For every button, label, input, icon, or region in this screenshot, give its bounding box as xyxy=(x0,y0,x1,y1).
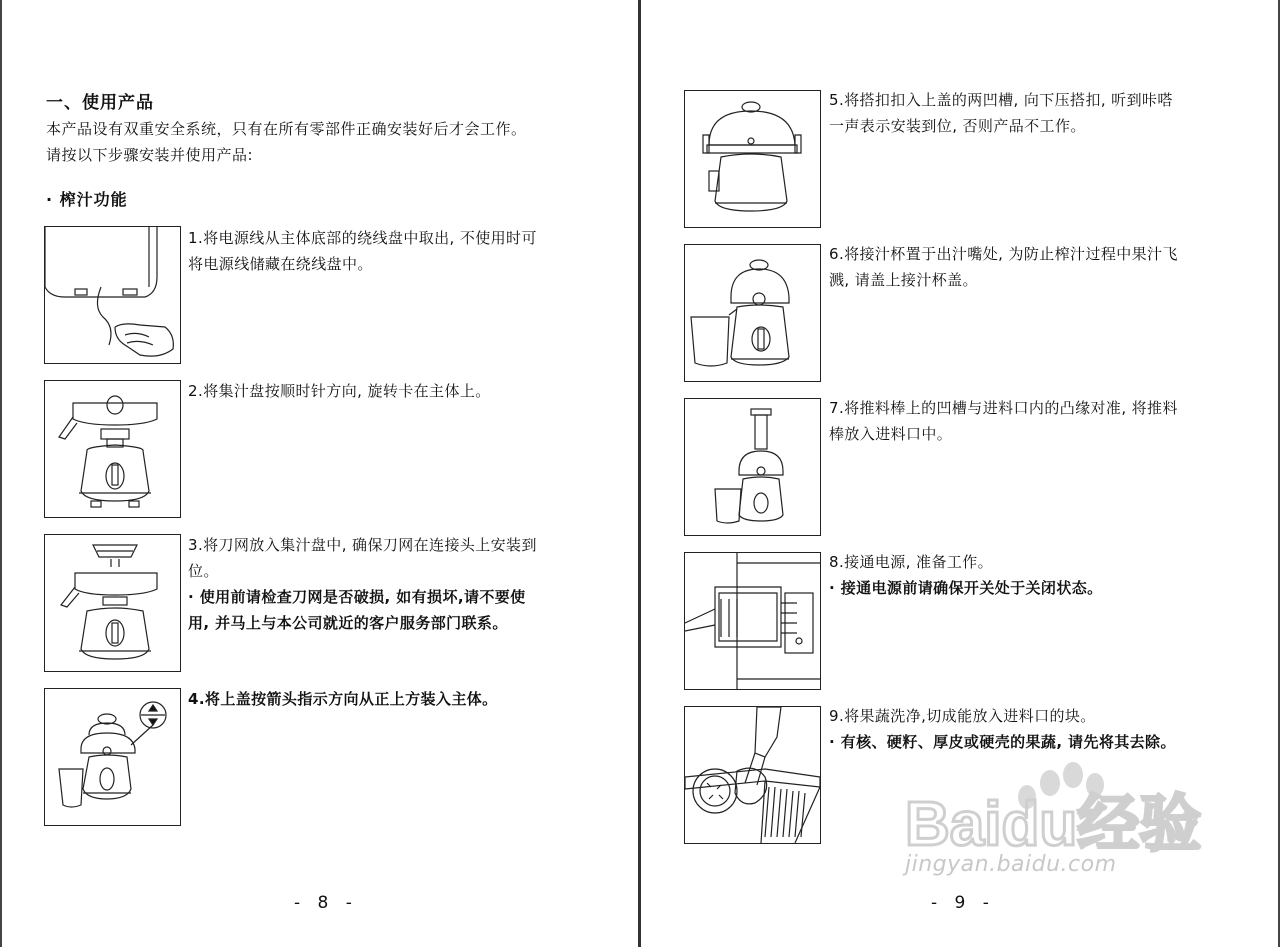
step-line: 一声表示安装到位, 否则产品不工作。 xyxy=(829,117,1086,135)
step-1-text xyxy=(188,225,598,277)
step-4-text xyxy=(188,686,598,712)
step-line: 位。 xyxy=(188,562,219,580)
step-8-text xyxy=(829,549,1239,601)
watermark-text: Baidu经验 xyxy=(905,790,1202,859)
page-edge xyxy=(0,0,2,947)
step-3-text xyxy=(188,532,598,636)
step-5-text xyxy=(829,87,1239,139)
step-7-illustration xyxy=(684,398,821,536)
step-line: 8.接通电源, 准备工作。 xyxy=(829,553,994,571)
step-4-illustration xyxy=(44,688,181,826)
step-line: 6.将接汁杯置于出汁嘴处, 为防止榨汁过程中果汁飞 xyxy=(829,245,1178,263)
left-page xyxy=(0,0,638,947)
step-1-illustration xyxy=(44,226,181,364)
step-line: 5.将搭扣扣入上盖的两凹槽, 向下压搭扣, 听到咔嗒 xyxy=(829,91,1173,109)
step-line: 1.将电源线从主体底部的绕线盘中取出, 不使用时可 xyxy=(188,229,537,247)
step-line: 将电源线储藏在绕线盘中。 xyxy=(188,255,373,273)
intro-line: 本产品设有双重安全系统，只有在所有零部件正确安装好后才会工作。 xyxy=(46,120,527,138)
step-note: · 接通电源前请确保开关处于关闭状态。 xyxy=(829,579,1103,597)
step-note: · 使用前请检查刀网是否破损, 如有损坏,请不要使 xyxy=(188,588,526,606)
step-2-text xyxy=(188,378,598,404)
juicing-subheading: · 榨汁功能 xyxy=(46,190,128,209)
step-line: 3.将刀网放入集汁盘中, 确保刀网在连接头上安装到 xyxy=(188,536,537,554)
step-note: · 有核、硬籽、厚皮或硬壳的果蔬, 请先将其去除。 xyxy=(829,733,1176,751)
section-heading: 一、使用产品 xyxy=(46,93,154,113)
step-note: 用, 并马上与本公司就近的客户服务部门联系。 xyxy=(188,614,508,632)
step-9-text xyxy=(829,703,1239,755)
step-7-text xyxy=(829,395,1239,447)
step-6-text xyxy=(829,241,1239,293)
step-6-illustration xyxy=(684,244,821,382)
step-line: 9.将果蔬洗净,切成能放入进料口的块。 xyxy=(829,707,1096,725)
step-2-illustration xyxy=(44,380,181,518)
step-8-illustration xyxy=(684,552,821,690)
step-line: 4.将上盖按箭头指示方向从正上方装入主体。 xyxy=(188,690,498,708)
step-line: 溅, 请盖上接汁杯盖。 xyxy=(829,271,978,289)
intro-paragraph xyxy=(46,116,527,168)
step-9-illustration xyxy=(684,706,821,844)
step-3-illustration xyxy=(44,534,181,672)
page-number: - 8 - xyxy=(294,893,358,913)
step-5-illustration xyxy=(684,90,821,228)
watermark-url: jingyan.baidu.com xyxy=(905,852,1117,877)
step-line: 棒放入进料口中。 xyxy=(829,425,953,443)
step-line: 7.将推料棒上的凹槽与进料口内的凸缘对准, 将推料 xyxy=(829,399,1178,417)
page-number: - 9 - xyxy=(931,893,995,913)
step-line: 2.将集汁盘按顺时针方向, 旋转卡在主体上。 xyxy=(188,382,491,400)
intro-line: 请按以下步骤安装并使用产品: xyxy=(46,146,254,164)
